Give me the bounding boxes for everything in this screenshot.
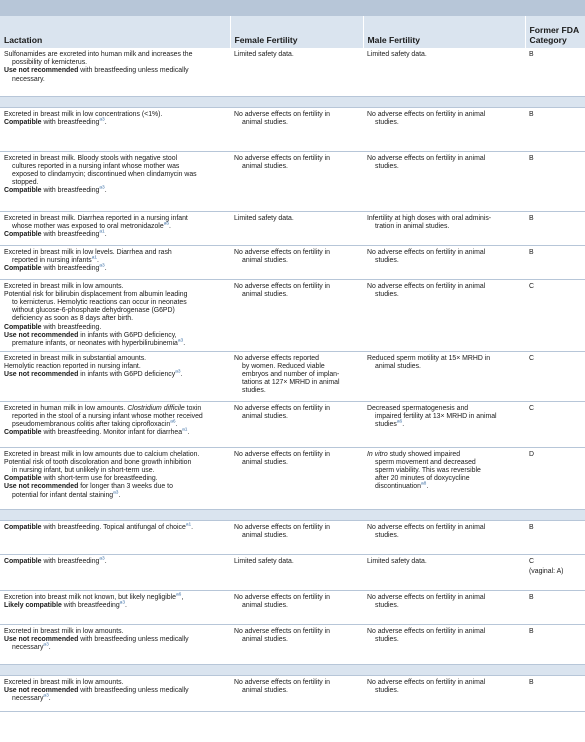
- drug-safety-table: [0, 16, 585, 712]
- male-fertility-cell: No adverse effects on fertility in animal studies.: [363, 245, 525, 279]
- male-fertility-cell: No adverse effects on fertility in animal studies.: [363, 590, 525, 624]
- female-fertility-cell: No adverse effects on fertility in animal studies.: [230, 401, 363, 447]
- table-row: [0, 401, 585, 447]
- fda-category-cell: B: [525, 211, 585, 245]
- fda-category-cell: C: [525, 351, 585, 401]
- fda-category-cell: C: [525, 279, 585, 351]
- lactation-cell: Excreted in human milk in low amounts. Clostridium difficile toxin reported in the stool of a nursing infant whose mother received pseudomembranous colitis after taking ciprofloxacin$^{a6}$. Compatible with breastfeeding. Monitor infant for diarrhea$^{a1}$.: [0, 401, 230, 447]
- male-fertility-cell: No adverse effects on fertility in animal studies.: [363, 279, 525, 351]
- section-divider: [0, 664, 585, 675]
- lactation-cell: Excreted in breast milk in low amounts due to calcium chelation. Potential risk of tooth discoloration and bone growth inhibition in nursing infant, but unlikely in short-term use. Compatible with short-term use for breastfeeding. Use not recommended for longer than 3 weeks due to potential for infant dental staining$^{a3}$.: [0, 447, 230, 509]
- male-fertility-cell: No adverse effects on fertility in animal studies.: [363, 675, 525, 711]
- female-fertility-cell: No adverse effects on fertility in animal studies.: [230, 279, 363, 351]
- fda-category-cell: D: [525, 447, 585, 509]
- female-fertility-cell: No adverse effects on fertility in animal studies.: [230, 447, 363, 509]
- male-fertility-cell: Decreased spermatogenesis and impaired fertility at 13× MRHD in animal studies$^{a6}$.: [363, 401, 525, 447]
- fda-category-cell: B: [525, 107, 585, 151]
- lactation-cell: Excreted in breast milk in low levels. Diarrhea and rash reported in nursing infants$^{a1}$. Compatible with breastfeeding$^{a3}$.: [0, 245, 230, 279]
- section-divider: [0, 509, 585, 520]
- fda-category-cell: B: [525, 520, 585, 554]
- section-divider: [0, 96, 585, 107]
- header-fda-category: Former FDA Category: [525, 16, 585, 48]
- fda-category-cell: C (vaginal: A): [525, 554, 585, 590]
- header-row: [0, 16, 585, 48]
- table-row: [0, 624, 585, 664]
- male-fertility-cell: No adverse effects on fertility in animal studies.: [363, 520, 525, 554]
- lactation-cell: Excreted in breast milk in low amounts. Potential risk for bilirubin displacement from albumin leading to kernicterus. Hemolytic reactions can occur in neonates without glucose-6-phosphate dehydrogenase (G6PD) deficiency as soon as 8 days after birth. Compatible with breastfeeding. Use not recommended in infants with G6PD deficiency, premature infants, or neonates with hyperbilirubinemia$^{a3}$.: [0, 279, 230, 351]
- female-fertility-cell: Limited safety data.: [230, 211, 363, 245]
- lactation-cell: Compatible with breastfeeding. Topical antifungal of choice$^{a1}$.: [0, 520, 230, 554]
- male-fertility-cell: Limited safety data.: [363, 554, 525, 590]
- female-fertility-cell: No adverse effects on fertility in animal studies.: [230, 520, 363, 554]
- lactation-cell: Excreted in breast milk in substantial amounts. Hemolytic reaction reported in nursing infant. Use not recommended in infants with G6PD deficiency$^{a3}$.: [0, 351, 230, 401]
- table-row: [0, 554, 585, 590]
- female-fertility-cell: No adverse effects on fertility in animal studies.: [230, 151, 363, 211]
- female-fertility-cell: No adverse effects on fertility in animal studies.: [230, 624, 363, 664]
- lactation-cell: Compatible with breastfeeding$^{a3}$.: [0, 554, 230, 590]
- male-fertility-cell: Limited safety data.: [363, 48, 525, 96]
- fda-category-cell: B: [525, 151, 585, 211]
- female-fertility-cell: Limited safety data.: [230, 554, 363, 590]
- male-fertility-cell: No adverse effects on fertility in animal studies.: [363, 151, 525, 211]
- female-fertility-cell: Limited safety data.: [230, 48, 363, 96]
- lactation-cell: Excreted in breast milk in low concentrations (<1%). Compatible with breastfeeding$^{a3}$.: [0, 107, 230, 151]
- male-fertility-cell: No adverse effects on fertility in animal studies.: [363, 624, 525, 664]
- lactation-cell: Excreted in breast milk. Diarrhea reported in a nursing infant whose mother was exposed to oral metronidazole$^{a6}$. Compatible with breastfeeding$^{a1}$.: [0, 211, 230, 245]
- top-banner: [0, 0, 585, 16]
- female-fertility-cell: No adverse effects reported by women. Reduced viable embryos and number of implan- tations at 127× MRHD in animal studies.: [230, 351, 363, 401]
- header-lactation: Lactation: [0, 16, 230, 48]
- table-row: [0, 351, 585, 401]
- fda-category-cell: B: [525, 624, 585, 664]
- table-row: [0, 151, 585, 211]
- lactation-cell: Excreted in breast milk in low amounts. Use not recommended with breastfeeding unless medically necessary$^{a3}$.: [0, 675, 230, 711]
- lactation-cell: Sulfonamides are excreted into human milk and increases the possibility of kernicterus. Use not recommended with breastfeeding unless medically necessary.: [0, 48, 230, 96]
- header-female-fertility: Female Fertility: [230, 16, 363, 48]
- table-row: [0, 211, 585, 245]
- table-row: [0, 107, 585, 151]
- male-fertility-cell: Reduced sperm motility at 15× MRHD in animal studies.: [363, 351, 525, 401]
- male-fertility-cell: No adverse effects on fertility in animal studies.: [363, 107, 525, 151]
- fda-category-cell: C: [525, 401, 585, 447]
- table-row: [0, 48, 585, 96]
- lactation-cell: Excreted in breast milk. Bloody stools with negative stool cultures reported in a nursing infant whose mother was exposed to clindamycin; discontinued when clindamycin was stopped. Compatible with breastfeeding$^{a3}$.: [0, 151, 230, 211]
- fda-category-cell: B: [525, 590, 585, 624]
- male-fertility-cell: Infertility at high doses with oral adminis- tration in animal studies.: [363, 211, 525, 245]
- female-fertility-cell: No adverse effects on fertility in animal studies.: [230, 675, 363, 711]
- table-row: [0, 245, 585, 279]
- fda-category-cell: B: [525, 675, 585, 711]
- female-fertility-cell: No adverse effects on fertility in animal studies.: [230, 245, 363, 279]
- fda-category-cell: B: [525, 48, 585, 96]
- lactation-cell: Excretion into breast milk not known, but likely negligible$^{a6}$, Likely compatible with breastfeeding$^{a3}$.: [0, 590, 230, 624]
- female-fertility-cell: No adverse effects on fertility in animal studies.: [230, 590, 363, 624]
- female-fertility-cell: No adverse effects on fertility in animal studies.: [230, 107, 363, 151]
- header-male-fertility: Male Fertility: [363, 16, 525, 48]
- lactation-cell: Excreted in breast milk in low amounts. Use not recommended with breastfeeding unless medically necessary$^{a3}$.: [0, 624, 230, 664]
- table-row: [0, 590, 585, 624]
- table-row: [0, 520, 585, 554]
- table-row: [0, 447, 585, 509]
- fda-category-cell: B: [525, 245, 585, 279]
- table-row: [0, 279, 585, 351]
- male-fertility-cell: In vitro study showed impaired sperm movement and decreased sperm viability. This was reversible after 20 minutes of doxycycline discontinuation$^{a8}$.: [363, 447, 525, 509]
- table-row: [0, 675, 585, 711]
